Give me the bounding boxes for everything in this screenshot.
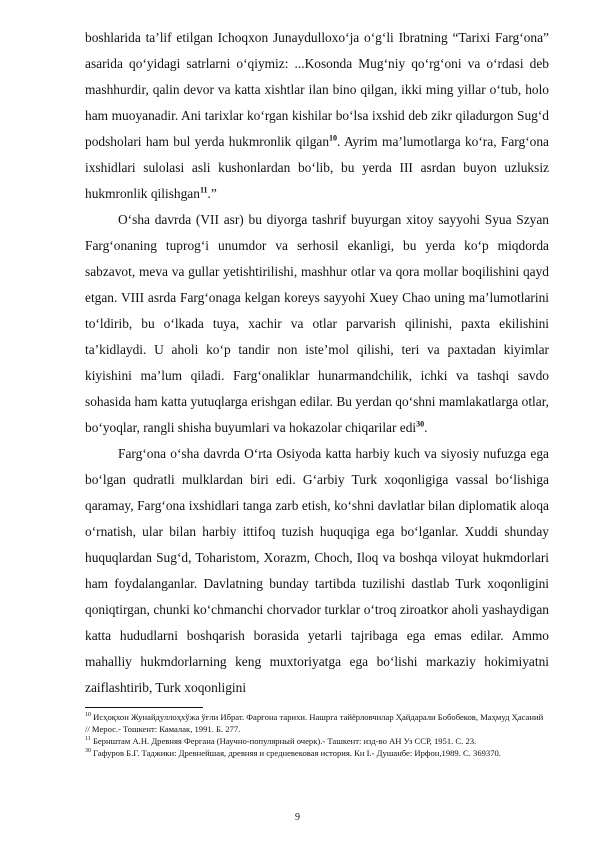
footnote-30 xyxy=(85,747,549,759)
paragraph-1-text-a: boshlarida ta’lif etilgan Ichoqxon Junaydulloxo‘ja o‘g‘li Ibratning “Tarixi Farg‘ona” asarida qo‘yidagi satrlarni o‘qiymiz: ...Kosonda Mug‘niy qo‘rg‘oni va o‘rdasi deb mashhurdir, qalin devor va katta xishtlar ilan bino qilgan, ikki ming yillar o‘tub, holo ham muoyanadir. Ani tarixlar ko‘rgan kishilar bo‘lsa ixshid deb zikr qiladurgon Sug‘d podsholari ham bul yerda hukmronlik qilgan xyxy=(85,30,549,149)
paragraph-1-text-b: . Ayrim ma’lumotlarga ko‘ra, Farg‘ona ixshidlari sulolasi asli kushonlardan bo‘lib, bu yerda III asrdan buyon uzluksiz hukmronlik qilishgan xyxy=(85,134,549,201)
footnote-ref-30[interactable]: 30 xyxy=(416,419,425,429)
footnote-number: 30 xyxy=(85,748,91,755)
paragraph-3-text: Farg‘ona o‘sha davrda O‘rta Osiyoda katta harbiy kuch va siyosiy nufuzga ega bo‘lgan qudratli mulklardan biri edi. G‘arbiy Turk xoqonligiga vassal bo‘lishiga qaramay, Farg‘ona ixshidlari tanga zarb etish, ko‘shni davlatlar bilan diplomatik aloqa o‘rnatish, ular bilan harbiy ittifoq tuzish huquqiga ega bo‘lganlar. Xuddi shunday huquqlardan Sug‘d, Toharistom, Xorazm, Choch, Iloq va boshqa viloyat hukmdorlari ham foydalanganlar. Davlatning bunday tartibda tuzilishi dastlab Turk xoqonligini qoniqtirgan, chunki ko‘chmanchi chorvador turklar o‘troq ziroatkor aholi yashaydigan katta hududlarni boshqarish borasida yetarli tajribaga ega emas edilar. Ammo mahalliy hukmdorlarning keng muxtoriyatga ega bo‘lishi markaziy hokimiyatni zaiflashtirib, Turk xoqonligini xyxy=(85,446,549,695)
paragraph-1-text-c: .” xyxy=(207,186,217,201)
paragraph-2 xyxy=(85,207,549,441)
footnote-number: 11 xyxy=(85,736,91,743)
page-number: 9 xyxy=(295,812,300,823)
document-page xyxy=(85,25,549,759)
paragraph-2-text-b: . xyxy=(424,420,428,435)
footnote-ref-11[interactable]: 11 xyxy=(199,185,208,195)
footnote-10 xyxy=(85,711,549,735)
paragraph-2-text-a: O‘sha davrda (VII asr) bu diyorga tashrif buyurgan xitoy sayyohi Syua Szyan Farg‘onaning tuprog‘i unumdor va serhosil ekanligi, bu yerda ko‘p miqdorda sabzavot, meva va gullar yetishtirilishi, mashhur otlar va qora mollar boqilishini qayd etgan. VIII asrda Farg‘onaga kelgan koreys sayyohi Xuey Chao uning ma’lumotlarini to‘ldirib, bu o‘lkada tuya, xachir va otlar parvarish qilinishi, paxta ekilishini ta’kidlaydi. U aholi ko‘p tandir non iste’mol qilishi, teri va paxtadan kiyimlar kiyishini ma’lum qiladi. Farg‘onaliklar hunarmandchilik, ichki va tashqi savdo sohasida ham katta yutuqlarga erishgan edilar. Bu yerdan qo‘shni mamlakatlarga otlar, bo‘yoqlar, rangli shisha buyumlari va hokazolar chiqarilar edi xyxy=(85,212,549,435)
footnote-11 xyxy=(85,735,549,747)
paragraph-3 xyxy=(85,441,549,701)
footnote-text: Исҳоқхон Жунайдуллоҳхўжа ўғли Ибрат. Фарғона тарихи. Нашрга тайёрловчилар Ҳайдарали Бобобеков, Маҳмуд Ҳасаний // Мерос.- Тошкент: Камалак, 1991. Б. 277. xyxy=(85,712,544,734)
footnote-ref-10[interactable]: 10 xyxy=(329,133,338,143)
footnote-text: Бернштам А.Н. Древняя Фергана (Научно-популярный очерк).- Ташкент: изд-во АН Уз ССР, 1951. С. 23. xyxy=(92,736,477,746)
footnote-divider xyxy=(85,707,203,708)
paragraph-1 xyxy=(85,25,549,207)
footnote-number: 10 xyxy=(85,712,91,719)
footnote-text: Гафуров Б.Г. Таджики: Древнейшая, древняя и средневековая история. Кн I.- Душанбе: Ирфон,1989. С. 369370. xyxy=(93,748,501,758)
